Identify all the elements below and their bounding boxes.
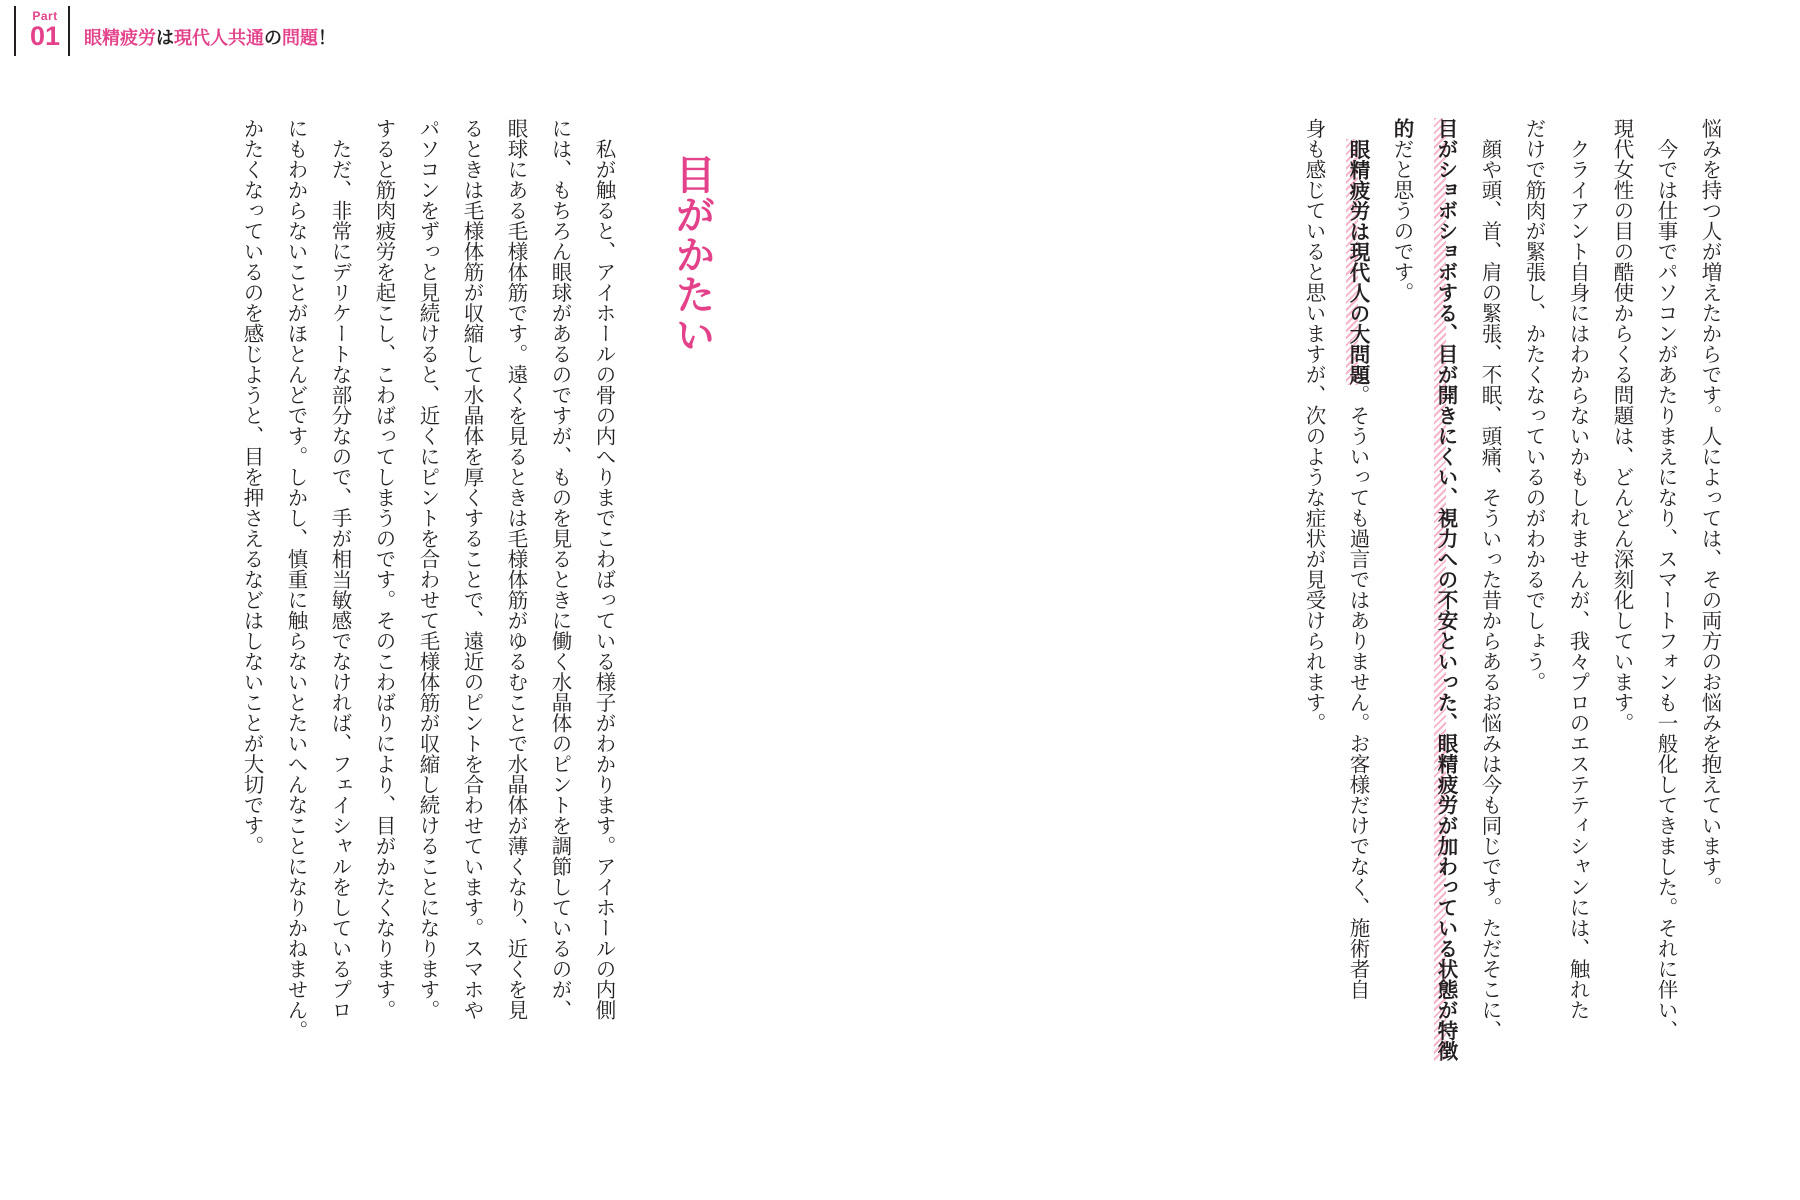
emphasis-text: 目がショボショボする、目が開きにくい、視力への不安といった、眼精疲労が加わっている状態が特徴 (1434, 118, 1458, 1061)
body-line: 私が触ると、アイホールの骨の内へりまでこわばっている様子がわかります。アイホールの内側 (592, 118, 616, 1020)
part-label: Part (32, 9, 58, 23)
part-badge (16, 6, 68, 50)
chapter-title (70, 6, 336, 50)
title-segment: 現代人共通 (174, 28, 265, 49)
body-line: だけで筋肉が緊張し、かたくなっているのがわかるでしょう。 (1522, 118, 1546, 692)
body-line: 顔や頭、首、肩の緊張、不眠、頭痛、そういった昔からあるお悩みは今も同じです。ただそこに、 (1478, 118, 1502, 1041)
left-page-body (216, 118, 626, 1128)
title-segment: 眼精疲労 (84, 28, 157, 49)
body-line (1336, 118, 1380, 1118)
emphasis-line (1424, 118, 1468, 1118)
title-segment: 問題 (282, 28, 319, 49)
body-line: には、もちろん眼球があるのですが、ものを見るときに働く水晶体のピントを調節しているのが、 (548, 118, 572, 1020)
body-line: すると筋肉疲労を起こし、こわばってしまうのです。そのこわばりにより、目がかたくなります。 (372, 118, 396, 1020)
body-line: かたくなっているのを感じようと、目を押さえるなどはしないことが大切です。 (240, 118, 264, 856)
body-text: 。そういっても過言ではありません。お客様だけでなく、施術者自 (1346, 384, 1370, 1000)
running-header (14, 6, 336, 56)
body-line: 身も感じていると思いますが、次のような症状が見受けられます。 (1302, 118, 1326, 733)
title-segment: の (264, 28, 283, 49)
title-segment: は (156, 28, 175, 49)
body-text: だと思うのです。 (1390, 138, 1414, 303)
title-segment: ！ (318, 28, 337, 49)
part-number: 01 (30, 21, 61, 51)
section-heading: 目がかたい (669, 154, 715, 354)
body-line (1380, 118, 1424, 1118)
body-line: 今では仕事でパソコンがあたりまえになり、スマートフォンも一般化してきました。それに伴い、 (1654, 118, 1678, 1041)
body-line: にもわからないことがほとんどです。しかし、慎重に触らないとたいへんなことになりかねません。 (284, 118, 308, 1041)
body-line: パソコンをずっと見続けると、近くにピントを合わせて毛様体筋が収縮し続けることになります。 (416, 118, 440, 1020)
body-line: クライアント自身にはわからないかもしれませんが、我々プロのエステティシャンには、触れた (1566, 118, 1590, 1020)
body-line: ただ、非常にデリケートな部分なので、手が相当敏感でなければ、フェイシャルをしているプロ (328, 118, 352, 1020)
emphasis-text: 的 (1390, 118, 1414, 139)
right-page-body (1222, 118, 1732, 1118)
body-line: 現代女性の目の酷使からくる問題は、どんどん深刻化しています。 (1610, 118, 1634, 733)
body-line: るときは毛様体筋が収縮して水晶体を厚くすることで、遠近のピントを合わせています。スマホや (460, 118, 484, 1020)
emphasis-text: 眼精疲労は現代人の大問題 (1346, 138, 1370, 385)
body-line: 悩みを持つ人が増えたからです。人によっては、その両方のお悩みを抱えています。 (1698, 118, 1722, 897)
body-line: 眼球にある毛様体筋です。遠くを見るときは毛様体筋がゆるむことで水晶体が薄くなり、近くを見 (504, 118, 528, 1020)
